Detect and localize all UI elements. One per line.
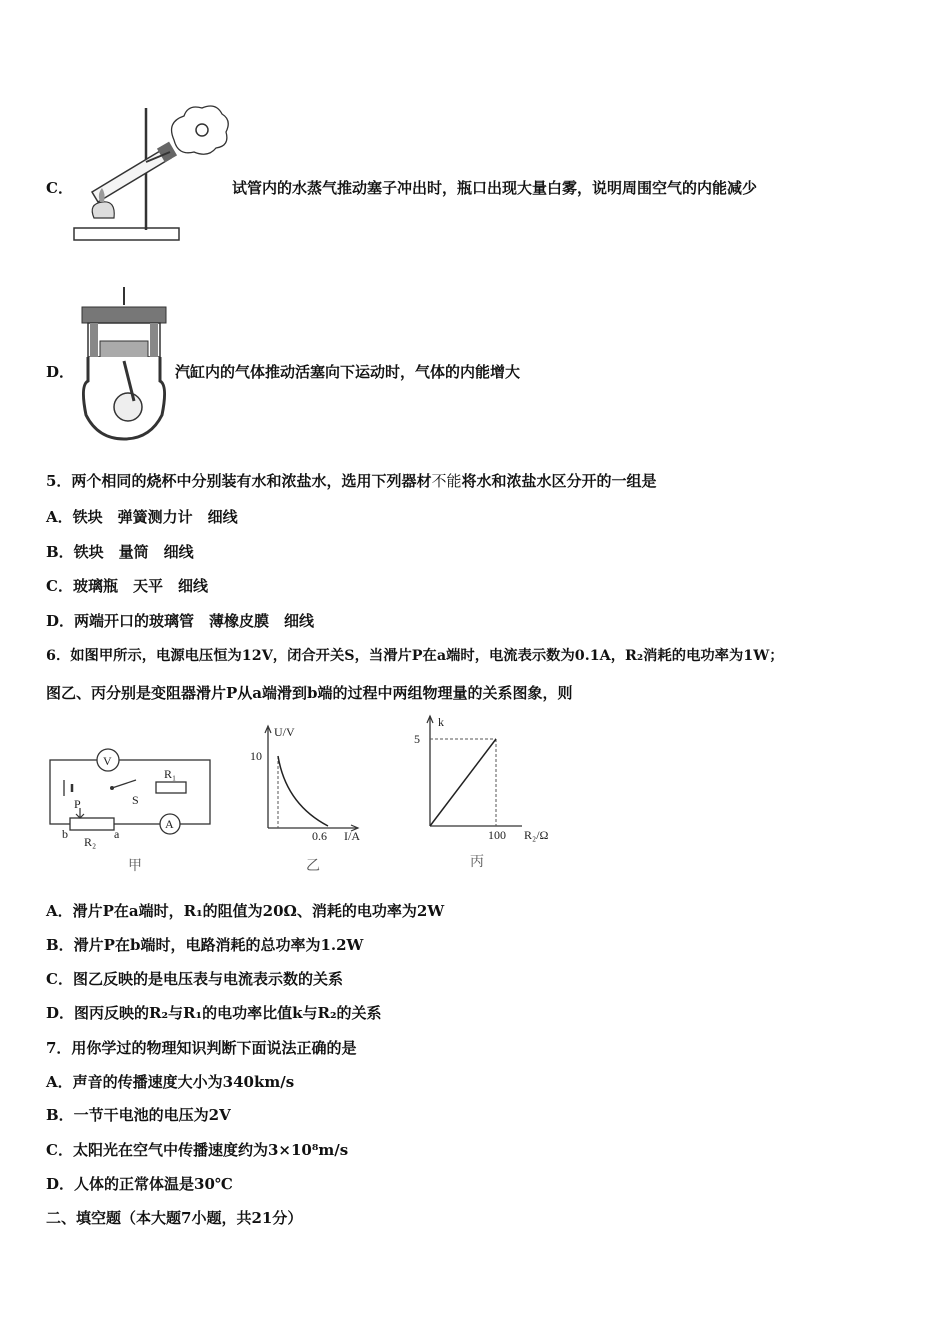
test-tube-steam-figure [70,100,230,245]
q5-option-d: D．两端开口的玻璃管 薄橡皮膜 细线 [46,612,315,630]
voltmeter-label: V [103,754,112,768]
q7-option-a: A．声音的传播速度大小为340km/s [46,1073,295,1091]
q7-option-d: D．人体的正常体温是30℃ [46,1175,233,1193]
q6-option-c: C．图乙反映的是电压表与电流表示数的关系 [46,970,343,988]
engine-cylinder-figure [78,285,174,443]
q4-option-d-label: D． [46,363,75,381]
slider-p-label: P [74,797,81,811]
q7-option-c: C．太阳光在空气中传播速度约为3×10⁸m/s [46,1141,349,1159]
q5-option-b: B．铁块 量筒 细线 [46,543,194,561]
end-a-label: a [114,827,120,841]
caption-bing: 丙 [470,854,484,870]
graph-yi [248,720,378,878]
q6-stem-line1: 6．如图甲所示，电源电压恒为12V，闭合开关S，当滑片P在a端时，电流表示数为0.1A，R₂消耗的电功率为1W； [46,648,784,664]
section2-heading: 二、填空题（本大题7小题，共21分） [46,1209,303,1227]
q7-stem: 7．用你学过的物理知识判断下面说法正确的是 [46,1039,357,1057]
q4-option-d-text: 汽缸内的气体推动活塞向下运动时，气体的内能增大 [175,363,521,381]
yi-xtick: 0.6 [312,829,327,843]
q7-option-b: B．一节干电池的电压为2V [46,1106,231,1124]
circuit-figure-jia [40,738,225,878]
q4-option-c-text: 试管内的水蒸气推动塞子冲出时，瓶口出现大量白雾，说明周围空气的内能减少 [232,179,758,197]
r2-label: R₂ [84,835,97,849]
graph-bing [402,712,562,878]
bing-ytick: 5 [414,732,420,746]
q4-option-c-label: C． [46,179,73,197]
caption-yi: 乙 [306,858,320,874]
q6-option-d: D．图丙反映的R₂与R₁的电功率比值k与R₂的关系 [46,1004,382,1022]
yi-xlabel: I/A [344,829,360,843]
r1-label: R₁ [164,767,177,781]
q5-option-c: C．玻璃瓶 天平 细线 [46,577,208,595]
ammeter-label: A [165,817,174,831]
end-b-label: b [62,827,68,841]
bing-xlabel: R₂/Ω [524,828,549,842]
yi-ytick: 10 [250,749,262,763]
q5-stem [46,470,656,491]
q5-stem-part-a: 5．两个相同的烧杯中分别装有水和浓盐水，选用下列器材 [46,472,432,490]
bing-ylabel: k [438,715,444,729]
caption-jia: 甲 [128,858,142,874]
q5-option-a: A．铁块 弹簧测力计 细线 [46,508,238,526]
bing-xtick: 100 [488,828,506,842]
q5-stem-emphasis: 不能 [431,472,462,490]
q5-stem-part-b: 将水和浓盐水区分开的一组是 [461,472,657,490]
q6-option-b: B．滑片P在b端时，电路消耗的总功率为1.2W [46,936,364,954]
yi-ylabel: U/V [274,725,295,739]
switch-label: S [132,793,139,807]
q6-option-a: A．滑片P在a端时，R₁的阻值为20Ω、消耗的电功率为2W [46,902,445,920]
q6-stem-line2: 图乙、丙分别是变阻器滑片P从a端滑到b端的过程中两组物理量的关系图象，则 [46,684,573,702]
